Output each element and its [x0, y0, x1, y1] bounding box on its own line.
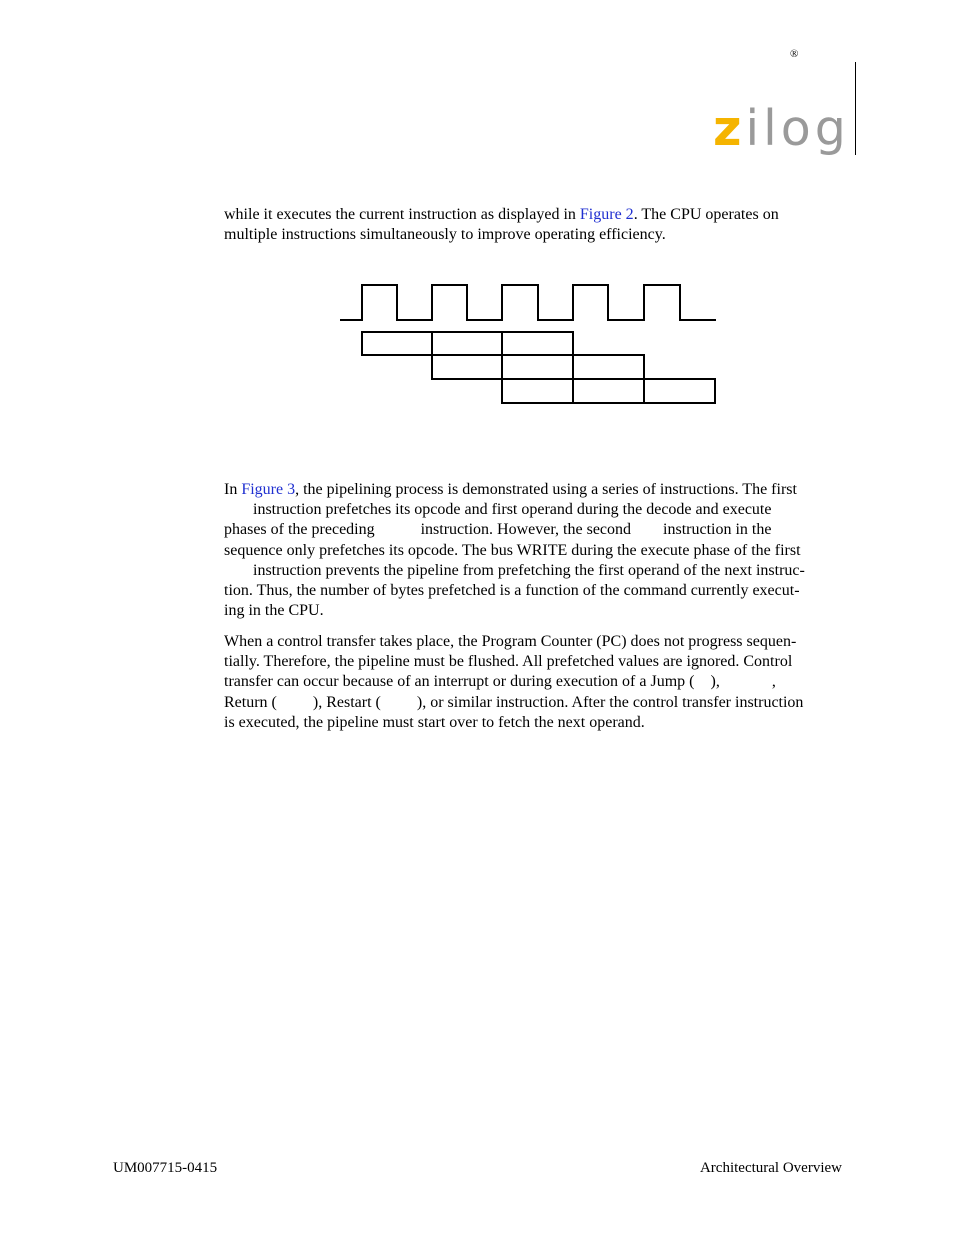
figure-3-link[interactable]: Figure 3 [241, 481, 296, 498]
pipeline-cell [362, 332, 432, 355]
figure-2-link[interactable]: Figure 2 [579, 206, 634, 223]
header-divider [855, 62, 856, 155]
pipeline-cell [644, 379, 715, 403]
zilog-logo: zilog [713, 100, 850, 157]
pipeline-cell [432, 332, 502, 355]
pipeline-timing-diagram [330, 275, 720, 410]
pipeline-cell [502, 332, 573, 355]
pipeline-cell [573, 379, 644, 403]
clock-waveform [340, 285, 716, 320]
paragraph-intro: while it executes the current instruction as displayed in Figure 2. The CPU operates on multiple instructions simultaneously to improve operating efficiency. [224, 206, 779, 244]
footer-doc-number: UM007715-0415 [113, 1160, 218, 1176]
pipeline-cell [432, 355, 502, 379]
footer-section-title: Architectural Overview [699, 1160, 842, 1176]
registered-mark: ® [790, 48, 799, 60]
pipeline-cell [573, 355, 644, 379]
pipeline-cell [502, 379, 573, 403]
paragraph-pipelining: In Figure 3, the pipelining process is demonstrated using a series of instructions. The first instruction prefetches its opcode and first operand during the decode and execute phases of the preceding instruction. However, the second instruction in the sequence only prefetches its opcode. The bus WRITE during the execute phase of the first instruction prevents the pipeline from prefetching the first operand of the next instruc- tion. Thus, the number of bytes prefetched is a function of the command currently execut- ing in the CPU. [224, 481, 805, 620]
paragraph-control-transfer: When a control transfer takes place, the Program Counter (PC) does not progress sequen- tially. Therefore, the pipeline must be flushed. All prefetched values are ignored. Control transfer can occur because of an interrupt or during execution of a Jump ( ), , Return ( ), Restart ( ), or similar instruction. After the control transfer instruction is executed, the pipeline must start over to fetch the next operand. [224, 633, 804, 731]
pipeline-cell [502, 355, 573, 379]
